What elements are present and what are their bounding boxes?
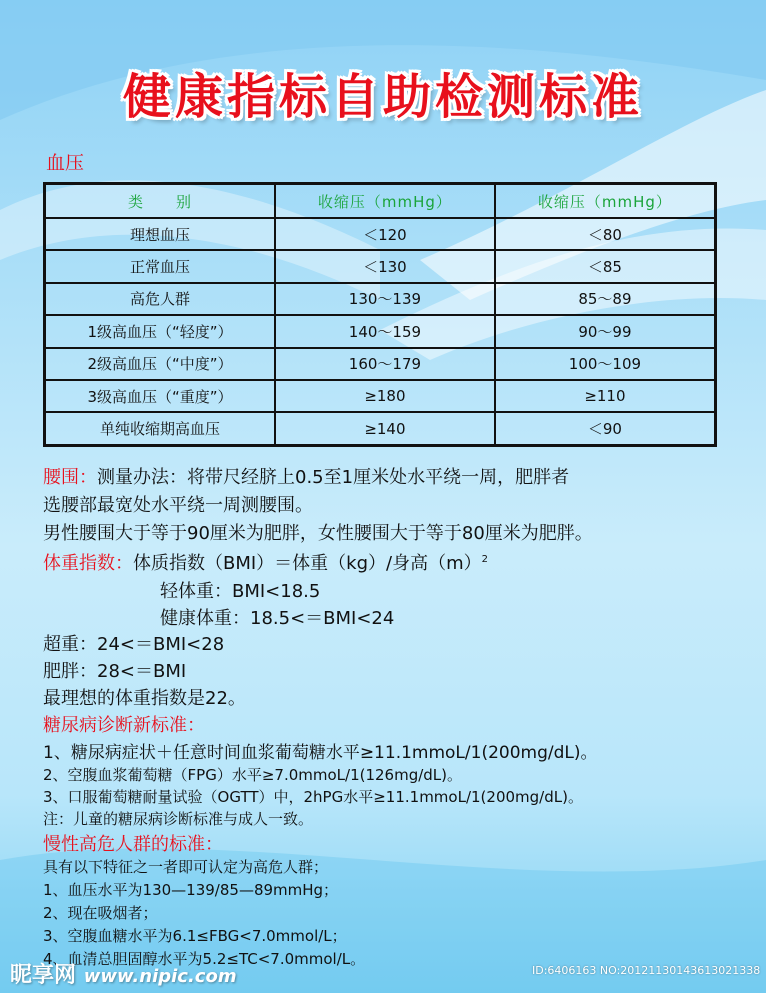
bmi-healthy: 健康体重：18.5<＝BMI<24 — [160, 608, 395, 629]
watermark-url: www.nipic.com — [83, 966, 237, 987]
cell-value: ≥180 — [275, 380, 495, 412]
diabetes-note: 注：儿童的糖尿病诊断标准与成人一致。 — [43, 810, 314, 828]
cell-category: 单纯收缩期高血压 — [45, 412, 276, 445]
bmi-obese: 肥胖：28<＝BMI — [43, 661, 187, 682]
cell-value: ＜90 — [495, 412, 716, 445]
diabetes-item-3: 3、口服葡萄糖耐量试验（OGTT）中，2hPG水平≥11.1mmoL/1(200mg/dL)。 — [43, 788, 583, 806]
header-systolic-2: 收缩压（mmHg） — [495, 184, 716, 219]
table-row — [45, 283, 716, 315]
table-row — [45, 250, 716, 282]
cell-value: ＜85 — [495, 250, 716, 282]
chronic-item-4: 4、血清总胆固醇水平为5.2≤TC<7.0mmol/L。 — [43, 950, 366, 968]
cell-value: ＜120 — [275, 218, 495, 250]
waist-line-3: 男性腰围大于等于90厘米为肥胖，女性腰围大于等于80厘米为肥胖。 — [43, 523, 593, 544]
cell-category: 2级高血压（“中度”） — [45, 348, 276, 380]
cell-value: 130～139 — [275, 283, 495, 315]
waist-line-2: 选腰部最宽处水平绕一周测腰围。 — [43, 495, 313, 516]
bmi-ideal: 最理想的体重指数是22。 — [43, 688, 246, 709]
blood-pressure-table — [43, 182, 717, 447]
cell-category: 正常血压 — [45, 250, 276, 282]
table-row — [45, 218, 716, 250]
cell-value: 100～109 — [495, 348, 716, 380]
cell-value: ≥140 — [275, 412, 495, 445]
bmi-over: 超重：24<＝BMI<28 — [43, 634, 225, 655]
cell-value: ≥110 — [495, 380, 716, 412]
cell-value: ＜130 — [275, 250, 495, 282]
table-row — [45, 348, 716, 380]
header-category: 类 别 — [45, 184, 276, 219]
cell-value: 140～159 — [275, 315, 495, 347]
cell-value: ＜80 — [495, 218, 716, 250]
bmi-line — [43, 549, 488, 575]
header-systolic: 收缩压（mmHg） — [275, 184, 495, 219]
cell-category: 理想血压 — [45, 218, 276, 250]
cell-value: 85～89 — [495, 283, 716, 315]
cell-value: 160～179 — [275, 348, 495, 380]
cell-value: 90～99 — [495, 315, 716, 347]
cell-category: 3级高血压（“重度”） — [45, 380, 276, 412]
blood-pressure-heading: 血压 — [46, 152, 85, 174]
chronic-item-2: 2、现在吸烟者； — [43, 904, 158, 922]
table-header-row — [45, 184, 716, 219]
bmi-formula: 体质指数（BMI）＝体重（kg）/身高（m） — [133, 553, 482, 574]
watermark-brand-text: 昵享网 — [10, 963, 77, 988]
table-row — [45, 380, 716, 412]
chronic-label: 慢性高危人群的标准： — [43, 834, 223, 855]
table-row — [45, 412, 716, 445]
chronic-item-1: 1、血压水平为130—139/85—89mmHg； — [43, 881, 339, 899]
chronic-item-3: 3、空腹血糖水平为6.1≤FBG<7.0mmol/L； — [43, 927, 347, 945]
waist-label: 腰围： — [43, 467, 97, 488]
diabetes-item-1: 1、糖尿病症状＋任意时间血浆葡萄糖水平≥11.1mmoL/1(200mg/dL)。 — [43, 743, 598, 763]
page-title: 健康指标自助检测标准 — [122, 69, 643, 125]
bmi-label: 体重指数： — [43, 553, 133, 574]
waist-text-1: 测量办法：将带尺经脐上0.5至1厘米处水平绕一周，肥胖者 — [97, 467, 570, 488]
watermark-brand — [10, 958, 237, 989]
bmi-superscript: 2 — [481, 554, 489, 565]
chronic-intro: 具有以下特征之一者即可认定为高危人群； — [43, 858, 329, 876]
diabetes-item-2: 2、空腹血浆葡萄糖（FPG）水平≥7.0mmoL/1(126mg/dL)。 — [43, 766, 463, 784]
table-row — [45, 315, 716, 347]
cell-category: 高危人群 — [45, 283, 276, 315]
diabetes-label: 糖尿病诊断新标准： — [43, 715, 205, 736]
watermark-id: ID:6406163 NO:20121130143613021338 — [532, 964, 761, 977]
bmi-light: 轻体重：BMI<18.5 — [160, 581, 321, 602]
waist-line-1 — [43, 463, 569, 489]
cell-category: 1级高血压（“轻度”） — [45, 315, 276, 347]
